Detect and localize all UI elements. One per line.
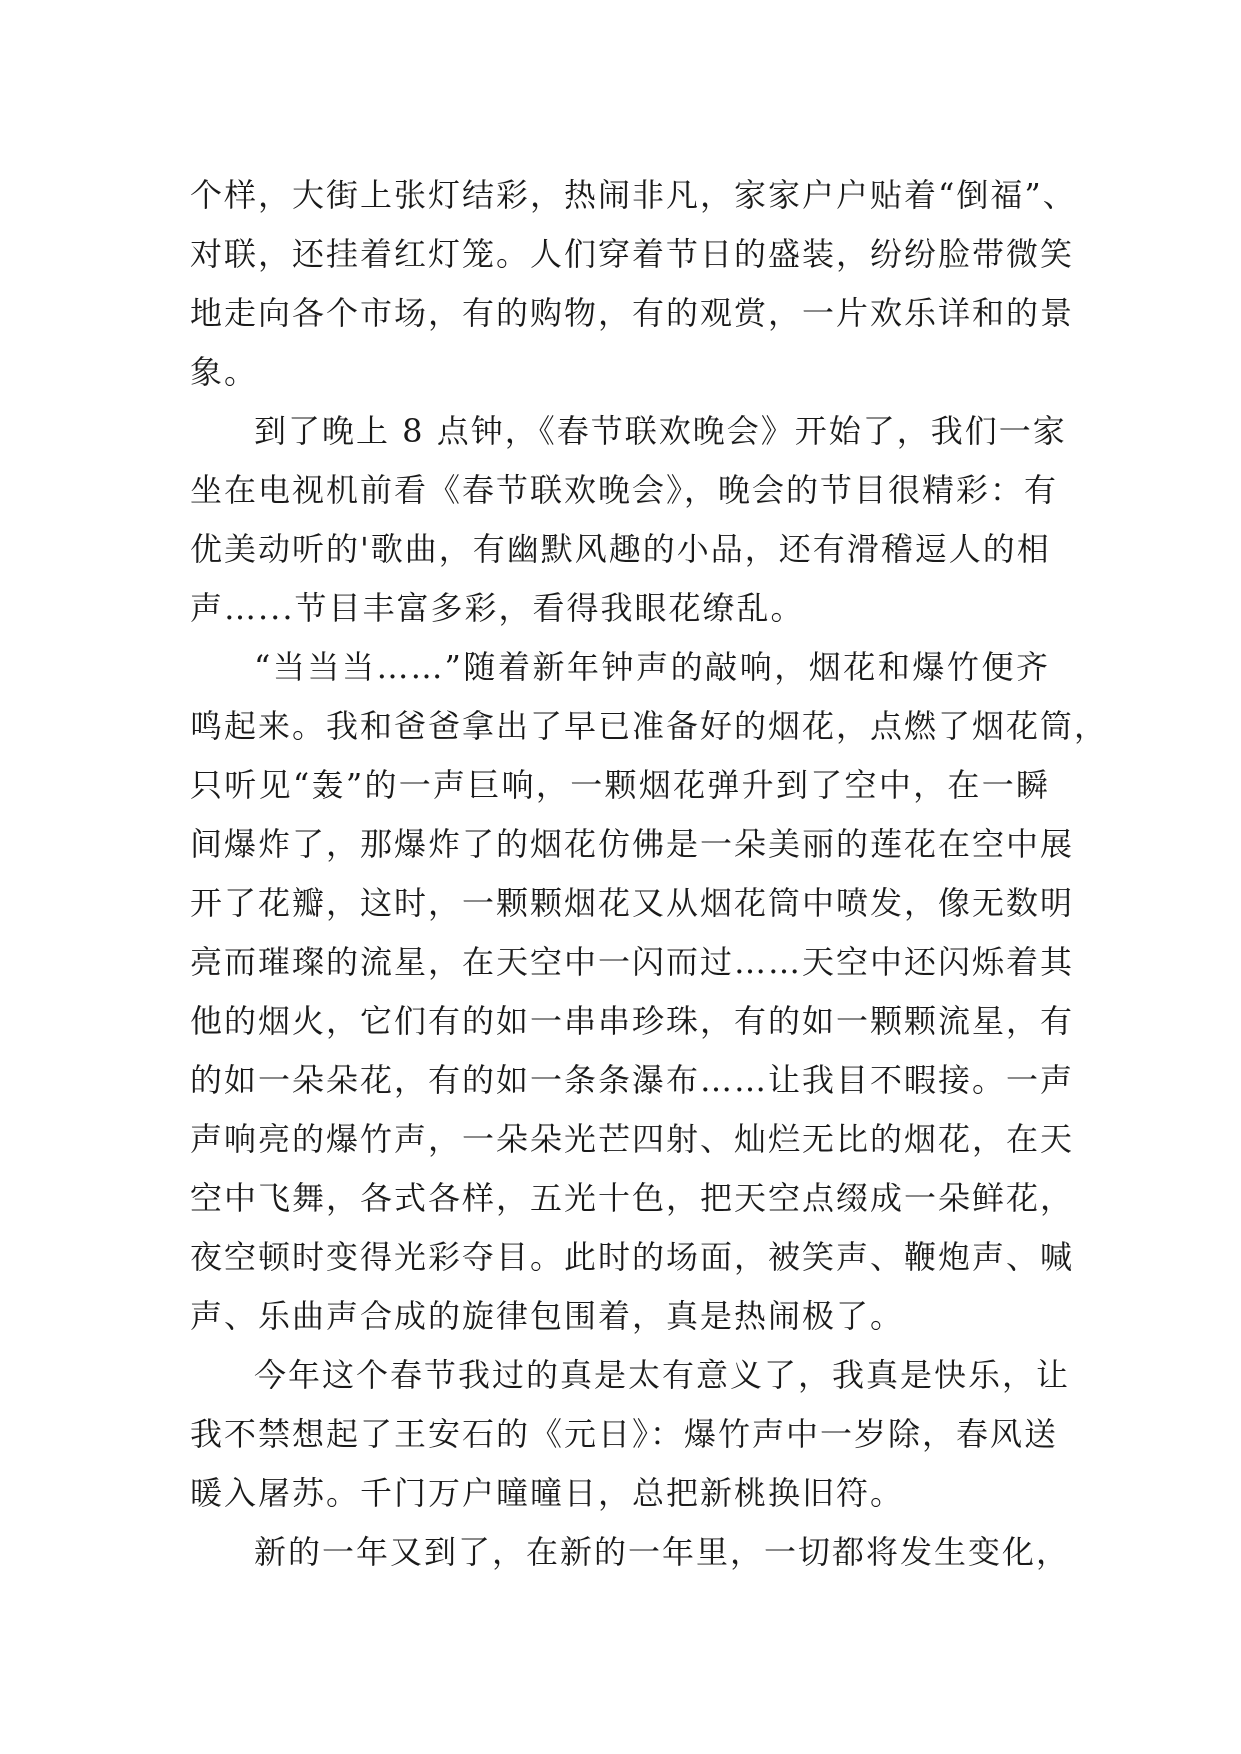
text-line: 象。	[190, 353, 259, 391]
text-line: 个样，大街上张灯结彩，热闹非凡，家家户户贴着“倒福”、	[190, 176, 1077, 214]
text-line: 声响亮的爆竹声，一朵朵光芒四射、灿烂无比的烟花，在天	[190, 1120, 1075, 1158]
text-line: 新的一年又到了，在新的一年里，一切都将发生变化，	[254, 1533, 1071, 1571]
text-line: 夜空顿时变得光彩夺目。此时的场面，被笑声、鞭炮声、喊	[190, 1238, 1075, 1276]
text-line: 暖入屠苏。千门万户曈曈日，总把新桃换旧符。	[190, 1474, 905, 1512]
text-line: 对联，还挂着红灯笼。人们穿着节日的盛装，纷纷脸带微笑	[190, 235, 1075, 273]
text-line: 地走向各个市场，有的购物，有的观赏，一片欢乐详和的景	[190, 294, 1075, 332]
text-line: 声…...节目丰富多彩，看得我眼花缭乱。	[190, 589, 805, 627]
text-line: 只听见“轰”的一声巨响，一颗烟花弹升到了空中，在一瞬	[190, 766, 1050, 804]
text-line: 的如一朵朵花，有的如一条条瀑布……让我目不暇接。一声	[190, 1061, 1075, 1099]
text-line: 优美动听的'歌曲，有幽默风趣的小品，还有滑稽逗人的相	[190, 530, 1051, 568]
text-line: 开了花瓣，这时，一颗颗烟花又从烟花筒中喷发，像无数明	[190, 884, 1075, 922]
text-line: 他的烟火，它们有的如一串串珍珠，有的如一颗颗流星，有	[190, 1002, 1075, 1040]
text-line: 鸣起来。我和爸爸拿出了早已准备好的烟花，点燃了烟花筒，	[190, 707, 1109, 745]
document-body	[190, 166, 1109, 1582]
text-line: 到了晚上 8 点钟，《春节联欢晚会》开始了，我们一家	[254, 412, 1067, 450]
text-line: 空中飞舞，各式各样，五光十色，把天空点缀成一朵鲜花，	[190, 1179, 1075, 1217]
text-line: 亮而璀璨的流星，在天空中一闪而过……天空中还闪烁着其	[190, 943, 1075, 981]
text-line: 坐在电视机前看《春节联欢晚会》，晚会的节目很精彩：有	[190, 471, 1059, 509]
text-line: “当当当……”随着新年钟声的敲响，烟花和爆竹便齐	[254, 648, 1050, 686]
text-line: 间爆炸了，那爆炸了的烟花仿佛是一朵美丽的莲花在空中展	[190, 825, 1075, 863]
text-line: 我不禁想起了王安石的《元日》：爆竹声中一岁除，春风送	[190, 1415, 1059, 1453]
text-line: 声、乐曲声合成的旋律包围着，真是热闹极了。	[190, 1297, 905, 1335]
text-line: 今年这个春节我过的真是太有意义了，我真是快乐，让	[254, 1356, 1071, 1394]
